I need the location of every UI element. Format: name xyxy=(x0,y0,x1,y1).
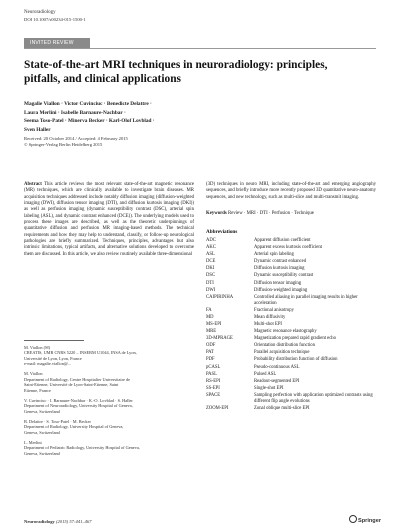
abbreviation-row xyxy=(206,288,378,294)
abbreviation-definition: Sampling perfection with application optimized contrasts using different flip angle evolutions xyxy=(254,392,373,404)
abbreviation-definition: Dynamic susceptibility contrast xyxy=(254,273,314,279)
abbreviation-row xyxy=(206,252,378,258)
affiliation-line: Etienne, France xyxy=(24,387,51,393)
abbreviation-term: PASL xyxy=(206,371,218,377)
article-dates xyxy=(24,136,128,149)
affiliation-line: V. Cuvinciuc · I. Barnaure-Nachbar · K.-O. Lovblad · S. Haller xyxy=(24,397,133,403)
abbreviations-list xyxy=(206,238,378,413)
abbreviation-term: DWI xyxy=(206,287,216,293)
abbreviation-row xyxy=(206,322,378,328)
abbreviation-definition: Zonal oblique multi-slice EPI xyxy=(254,405,310,411)
abbreviation-row xyxy=(206,386,378,392)
abbreviation-row xyxy=(206,343,378,349)
affiliation-line: Université de Lyon, Lyon, France xyxy=(24,355,82,361)
abbreviation-term: CAIPIRINHA xyxy=(206,294,234,300)
abbreviation-definition: Magnetic resonance elastography xyxy=(254,329,317,335)
abbreviation-definition: Apparent diffusion coefficient xyxy=(254,238,311,243)
abbreviation-row xyxy=(206,281,378,287)
affiliation-line: Department of Radiology, University Hospital of Geneva, xyxy=(24,424,124,430)
abbreviation-row xyxy=(206,245,378,251)
abstract-label: Abstract xyxy=(24,182,42,187)
abbreviation-term: PAT xyxy=(206,350,214,356)
abbreviation-definition: Probability distribution function of diffusion xyxy=(254,357,338,363)
abstract-continuation: (3D) techniques in neuro MRI, including state-of-the-art and emerging angiography sequences, and briefly introduce more recently proposed 3D quantitative neuro-anatomy sequences, and new technology, such as multi-slice and multi-transmit imaging. xyxy=(206,182,376,200)
affiliation-block xyxy=(24,440,192,457)
abbreviation-term: PDF xyxy=(206,357,215,363)
affiliation-rule xyxy=(24,340,84,341)
abbreviation-term: ASL xyxy=(206,252,215,258)
abbreviation-row xyxy=(206,329,378,335)
abbreviation-definition: Parallel acquisition technique xyxy=(254,350,310,356)
abstract-text: This article reviews the most relevant state-of-the-art magnetic resonance (MR) techniques, which are clinically available to investigate brain diseases. MR acquisition techniques addressed include notably diffusion imaging (diffusion-weighted imaging (DWI), diffusion tensor imaging (DTI), and diffusion kurtosis imaging (DKI)) as well as perfusion imaging (dynamic susceptibility contrast (DSC), arterial spin labeling (ASL), and dynamic contrast enhanced (DCE)). The underlying models used to process these images are described, as well as the theoretic underpinnings of quantitative diffusion and perfusion MR imaging-based methods. The technical requirements and how they may help to understand, classify, or follow-up neurological pathologies are briefly summarized. Techniques, principles, advantages but also intrinsic limitations, typical artifacts, and alternative solutions developed to overcome them are discussed. In this article, we also review routinely available three-dimensional xyxy=(24,182,194,257)
affiliation-line: Geneva, Switzerland xyxy=(24,450,60,456)
doi: DOI 10.1007/s00234-015-1500-1 xyxy=(24,17,86,22)
abbreviation-row xyxy=(206,406,378,412)
abbreviation-term: DTI xyxy=(206,280,214,286)
affiliation-line: Department of Neuroradiology, University Hospital of Geneva, xyxy=(24,403,133,409)
author-line: Seema Toso-Patel · Minerva Becker · Karl-Olof Lovblad · xyxy=(24,118,155,125)
affiliation-block xyxy=(24,345,192,367)
abbreviations-heading: Abbreviations xyxy=(206,229,238,235)
affiliation-line: Saint-Etienne, Université de Lyon-Saint-Etienne, Saint xyxy=(24,382,119,388)
abbreviation-row xyxy=(206,357,378,363)
publisher-logo xyxy=(349,515,381,524)
abbreviation-definition: Multi-shot EPI xyxy=(254,321,282,327)
affiliation-block xyxy=(24,398,192,415)
affiliation-email[interactable]: e-mail: magalie.viallon@... xyxy=(24,361,72,367)
abbreviation-row xyxy=(206,266,378,272)
abbreviation-definition: Readout-segmented EPI xyxy=(254,378,300,384)
affiliations xyxy=(24,340,192,461)
abbreviation-definition: Pseudo-continuous ASL xyxy=(254,364,300,370)
abbreviation-term: DSC xyxy=(206,273,216,279)
footer-ref: (2015) 57:441–467 xyxy=(55,519,92,524)
abbreviation-definition: Single-shot EPI xyxy=(254,385,284,391)
received-accepted: Received: 20 October 2014 / Accepted: 4 February 2015 xyxy=(24,136,128,141)
abbreviation-term: MD xyxy=(206,314,214,320)
abbreviation-definition: Dynamic contrast enhanced xyxy=(254,259,307,265)
affiliation-block xyxy=(24,419,192,436)
abbreviation-term: SPACE xyxy=(206,392,221,398)
affiliation-line: M. Viallon (✉) xyxy=(24,344,51,350)
copyright: © Springer-Verlag Berlin Heidelberg 2015 xyxy=(24,142,103,148)
abstract xyxy=(24,182,194,258)
abbreviation-definition: Diffusion kurtosis imaging xyxy=(254,266,305,272)
abbreviation-definition: Controlled aliasing in parallel imaging results in higher acceleration xyxy=(254,294,358,306)
abbreviation-term: ZOOM-EPI xyxy=(206,405,229,411)
publisher-name: Springer xyxy=(358,518,382,524)
affiliation-line: B. Delattre · S. Toso-Patel · M. Becker xyxy=(24,418,91,424)
affiliation-line: Geneva, Switzerland xyxy=(24,429,60,435)
affiliation-block xyxy=(24,371,192,393)
abbreviation-row xyxy=(206,273,378,279)
abbreviation-term: 3D-MPRAGE xyxy=(206,336,233,342)
affiliation-line: M. Viallon xyxy=(24,371,43,377)
abbreviation-term: AKC xyxy=(206,245,216,251)
abbreviation-row xyxy=(206,308,378,314)
abbreviation-term: FA xyxy=(206,307,212,313)
keywords xyxy=(206,211,376,216)
article-title: State-of-the-art MRI techniques in neuroradiology: principles, pitfalls, and clinical applications xyxy=(24,59,328,85)
author-list xyxy=(24,100,274,135)
abbreviation-term: RS-EPI xyxy=(206,378,221,384)
abbreviation-term: MS-EPI xyxy=(206,321,222,327)
abbreviation-row xyxy=(206,350,378,356)
abbreviation-term: pCASL xyxy=(206,364,221,370)
journal-name: Neuroradiology xyxy=(24,10,56,15)
affiliation-line: Department of Radiology, Centre Hospitalier Universitaire de xyxy=(24,376,131,382)
abbreviation-row xyxy=(206,393,378,405)
abbreviation-row xyxy=(206,238,378,244)
abbreviation-definition: Apparent excess kurtosis coefficient xyxy=(254,245,322,251)
abbreviation-definition: Fractional anisotropy xyxy=(254,307,294,313)
abbreviation-row xyxy=(206,336,378,342)
footer-journal: Neuroradiology xyxy=(24,519,55,524)
abbreviation-term: ADC xyxy=(206,238,216,243)
abbreviation-row xyxy=(206,379,378,385)
keywords-text: Review · MRI · DTI · Perfusion · Technique xyxy=(228,211,314,216)
abbreviation-term: DCE xyxy=(206,259,216,265)
abbreviation-row xyxy=(206,315,378,321)
affiliation-line: CREATIS, UMR CNRS 5220 – INSERM U1044, INSA de Lyon, xyxy=(24,350,137,356)
abbreviation-definition: Arterial spin labeling xyxy=(254,252,294,258)
affiliation-line: Department of Pediatric Radiology, University Hospital of Geneva, xyxy=(24,445,140,451)
affiliation-line: Geneva, Switzerland xyxy=(24,408,60,414)
author-line: Magalie Viallon · Victor Cuvinciuc · Benedicte Delattre · xyxy=(24,101,152,107)
page-footer xyxy=(24,519,92,524)
abbreviation-definition: Mean diffusivity xyxy=(254,314,286,320)
article-type-banner: INVITED REVIEW xyxy=(24,38,90,48)
header-rule xyxy=(24,48,376,49)
author-line: Sven Haller xyxy=(24,127,51,134)
keywords-label: Keywords xyxy=(206,211,227,216)
abbreviation-definition: Diffusion-weighted imaging xyxy=(254,287,308,293)
abbreviation-term: DKI xyxy=(206,266,215,272)
abbreviation-definition: Pulsed ASL xyxy=(254,371,277,377)
abbreviation-definition: Magnetization prepared rapid gradient echo xyxy=(254,336,336,342)
abbreviation-row xyxy=(206,295,378,307)
abbreviation-row xyxy=(206,259,378,265)
abbreviation-term: SS-EPI xyxy=(206,385,220,391)
abbreviation-term: MRE xyxy=(206,329,217,335)
abbreviation-row xyxy=(206,365,378,371)
abbreviation-definition: Diffusion tensor imaging xyxy=(254,280,302,286)
springer-horse-icon xyxy=(349,515,357,523)
author-line: Laura Merlini · Isabelle Barnaure-Nachbar · xyxy=(24,109,126,116)
abbreviation-row xyxy=(206,372,378,378)
affiliation-line: L. Merlini xyxy=(24,439,42,445)
abbreviation-term: ODF xyxy=(206,343,216,349)
abbreviation-definition: Orientation distribution function xyxy=(254,343,315,349)
